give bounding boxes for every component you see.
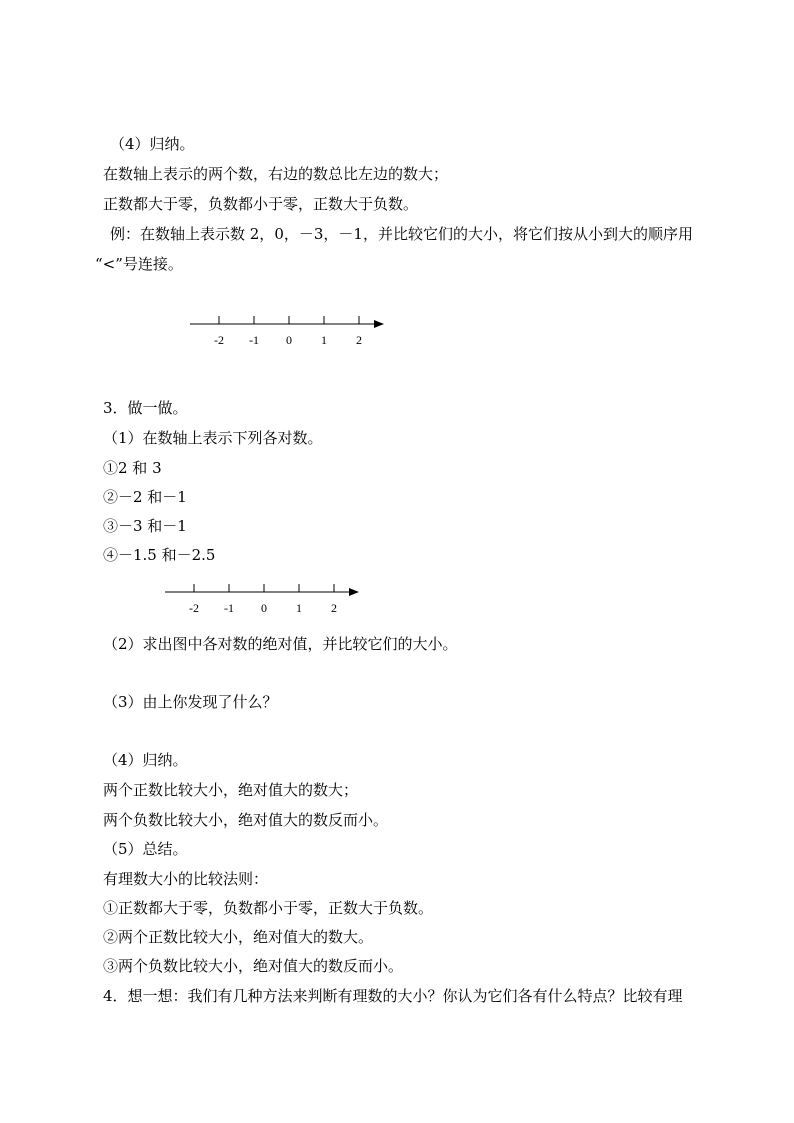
axis-arrow — [374, 320, 384, 328]
comparison-rule-3: ③两个负数比较大小，绝对值大的数反而小。 — [103, 957, 404, 975]
comparison-rules-title: 有理数大小的比较法则： — [103, 870, 269, 888]
axis-arrow — [349, 588, 359, 596]
tick-label: -1 — [224, 601, 234, 615]
example-text: 例：在数轴上表示数 2，0，－3，－1，并比较它们的大小，将它们按从小到大的顺序用 — [110, 225, 693, 243]
pair-2: ②－2 和－1 — [103, 488, 187, 506]
pair-1: ①2 和 3 — [103, 459, 162, 477]
number-line-1 — [188, 310, 388, 350]
tick-label: -1 — [249, 333, 259, 347]
comparison-rule-2: ②两个正数比较大小，绝对值大的数大。 — [103, 928, 374, 946]
rule-right-greater: 在数轴上表示的两个数，右边的数总比左边的数大； — [103, 165, 449, 183]
section-3-heading: 3．做一做。 — [103, 399, 188, 417]
rule-negative-compare: 两个负数比较大小，绝对值大的数反而小。 — [103, 811, 389, 829]
tick-label: -2 — [214, 333, 224, 347]
tick-label: 2 — [356, 333, 362, 347]
tick-label: 0 — [286, 333, 292, 347]
pair-3: ③－3 和－1 — [103, 517, 187, 535]
number-line-2 — [163, 578, 363, 618]
tick-label: -2 — [189, 601, 199, 615]
example-text-cont: “<”号连接。 — [95, 255, 183, 273]
section-4-think: 4．想一想：我们有几种方法来判断有理数的大小？你认为它们各有什么特点？比较有理 — [103, 987, 683, 1005]
task-2: （2）求出图中各对数的绝对值，并比较它们的大小。 — [103, 635, 458, 653]
rule-sign: 正数都大于零，负数都小于零，正数大于负数。 — [103, 195, 419, 213]
tick-label: 0 — [261, 601, 267, 615]
task-5-heading: （5）总结。 — [103, 840, 188, 858]
rule-positive-compare: 两个正数比较大小，绝对值大的数大； — [103, 781, 359, 799]
step-4-heading: （4）归纳。 — [110, 135, 195, 153]
task-3: （3）由上你发现了什么？ — [103, 693, 278, 711]
tick-label: 2 — [331, 601, 337, 615]
tick-label: 1 — [321, 333, 327, 347]
tick-label: 1 — [296, 601, 302, 615]
task-4-heading: （4）归纳。 — [103, 751, 188, 769]
task-1: （1）在数轴上表示下列各对数。 — [103, 429, 323, 447]
pair-4: ④－1.5 和－2.5 — [103, 546, 216, 564]
comparison-rule-1: ①正数都大于零，负数都小于零，正数大于负数。 — [103, 899, 434, 917]
